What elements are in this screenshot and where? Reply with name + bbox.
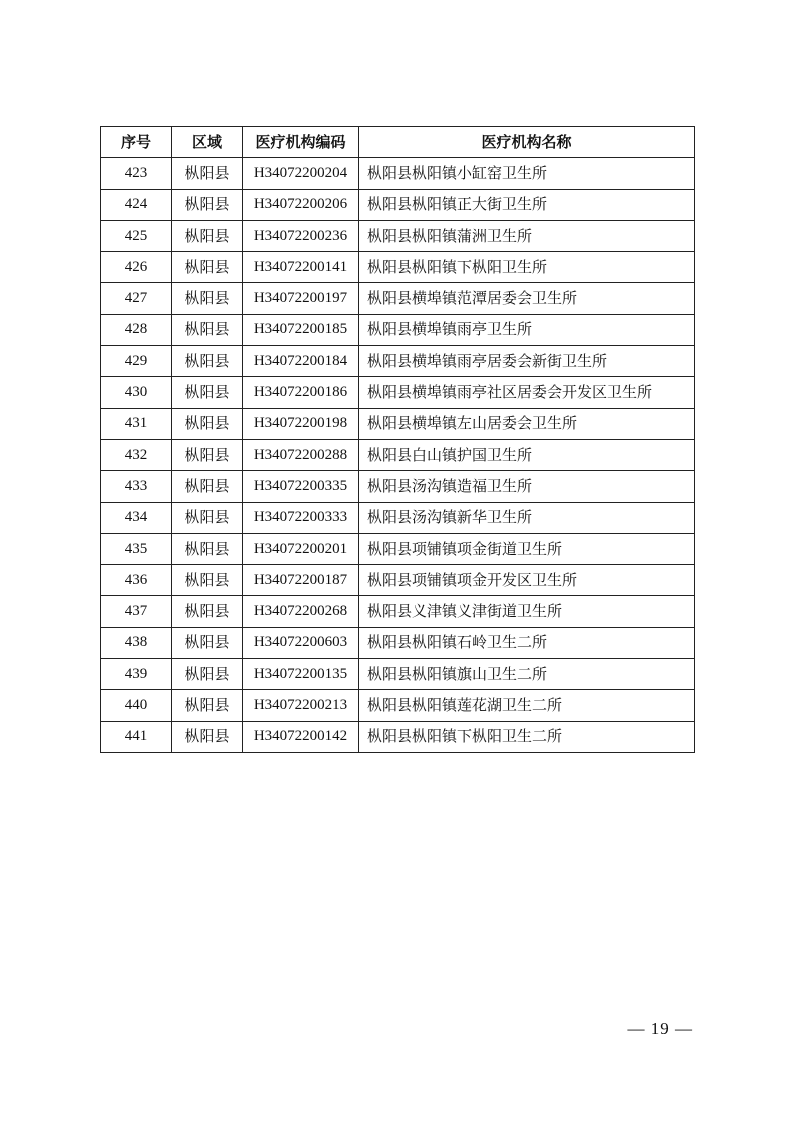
table-body: [101, 158, 695, 753]
cell-code: H34072200142: [243, 721, 359, 752]
cell-region: 枞阳县: [172, 721, 243, 752]
cell-region: 枞阳县: [172, 377, 243, 408]
table-row: [101, 721, 695, 752]
cell-code: H34072200197: [243, 283, 359, 314]
cell-region: 枞阳县: [172, 252, 243, 283]
institution-table: [100, 126, 695, 753]
cell-region: 枞阳县: [172, 189, 243, 220]
cell-seq: 429: [101, 346, 172, 377]
cell-name: 枞阳县横埠镇范潭居委会卫生所: [359, 283, 695, 314]
table-row: [101, 158, 695, 189]
cell-region: 枞阳县: [172, 596, 243, 627]
table-row: [101, 627, 695, 658]
table-row: [101, 189, 695, 220]
cell-seq: 435: [101, 533, 172, 564]
cell-name: 枞阳县横埠镇雨亭卫生所: [359, 314, 695, 345]
header-row: [101, 127, 695, 158]
cell-name: 枞阳县枞阳镇正大街卫生所: [359, 189, 695, 220]
cell-seq: 440: [101, 690, 172, 721]
cell-code: H34072200201: [243, 533, 359, 564]
table-row: [101, 252, 695, 283]
table-row: [101, 596, 695, 627]
header-name: 医疗机构名称: [359, 127, 695, 158]
table-row: [101, 346, 695, 377]
cell-seq: 427: [101, 283, 172, 314]
cell-name: 枞阳县白山镇护国卫生所: [359, 439, 695, 470]
cell-name: 枞阳县枞阳镇下枞阳卫生所: [359, 252, 695, 283]
cell-code: H34072200288: [243, 439, 359, 470]
cell-code: H34072200206: [243, 189, 359, 220]
cell-seq: 426: [101, 252, 172, 283]
cell-name: 枞阳县汤沟镇造福卫生所: [359, 471, 695, 502]
table-row: [101, 659, 695, 690]
cell-name: 枞阳县横埠镇雨亭居委会新街卫生所: [359, 346, 695, 377]
cell-region: 枞阳县: [172, 502, 243, 533]
cell-code: H34072200236: [243, 220, 359, 251]
cell-name: 枞阳县枞阳镇小缸窑卫生所: [359, 158, 695, 189]
cell-region: 枞阳县: [172, 565, 243, 596]
cell-name: 枞阳县枞阳镇石岭卫生二所: [359, 627, 695, 658]
cell-seq: 432: [101, 439, 172, 470]
cell-code: H34072200268: [243, 596, 359, 627]
cell-name: 枞阳县项铺镇项金开发区卫生所: [359, 565, 695, 596]
cell-region: 枞阳县: [172, 471, 243, 502]
cell-code: H34072200204: [243, 158, 359, 189]
cell-seq: 425: [101, 220, 172, 251]
table-row: [101, 408, 695, 439]
cell-seq: 423: [101, 158, 172, 189]
cell-seq: 431: [101, 408, 172, 439]
cell-region: 枞阳县: [172, 533, 243, 564]
table-row: [101, 471, 695, 502]
table-header: [101, 127, 695, 158]
table-row: [101, 502, 695, 533]
cell-region: 枞阳县: [172, 690, 243, 721]
cell-name: 枞阳县义津镇义津街道卫生所: [359, 596, 695, 627]
cell-seq: 436: [101, 565, 172, 596]
cell-code: H34072200184: [243, 346, 359, 377]
cell-region: 枞阳县: [172, 439, 243, 470]
cell-name: 枞阳县枞阳镇旗山卫生二所: [359, 659, 695, 690]
page-number: — 19 —: [627, 1019, 693, 1038]
cell-region: 枞阳县: [172, 220, 243, 251]
cell-code: H34072200333: [243, 502, 359, 533]
cell-code: H34072200198: [243, 408, 359, 439]
header-region: 区域: [172, 127, 243, 158]
cell-name: 枞阳县横埠镇雨亭社区居委会开发区卫生所: [359, 377, 695, 408]
cell-name: 枞阳县项铺镇项金街道卫生所: [359, 533, 695, 564]
table-row: [101, 220, 695, 251]
table-row: [101, 565, 695, 596]
header-seq: 序号: [101, 127, 172, 158]
cell-name: 枞阳县枞阳镇下枞阳卫生二所: [359, 721, 695, 752]
cell-seq: 433: [101, 471, 172, 502]
cell-code: H34072200335: [243, 471, 359, 502]
cell-seq: 434: [101, 502, 172, 533]
cell-name: 枞阳县汤沟镇新华卫生所: [359, 502, 695, 533]
cell-region: 枞阳县: [172, 408, 243, 439]
table-row: [101, 377, 695, 408]
cell-region: 枞阳县: [172, 659, 243, 690]
table-row: [101, 533, 695, 564]
cell-code: H34072200185: [243, 314, 359, 345]
cell-seq: 438: [101, 627, 172, 658]
cell-code: H34072200213: [243, 690, 359, 721]
cell-name: 枞阳县横埠镇左山居委会卫生所: [359, 408, 695, 439]
cell-seq: 424: [101, 189, 172, 220]
cell-name: 枞阳县枞阳镇莲花湖卫生二所: [359, 690, 695, 721]
cell-code: H34072200141: [243, 252, 359, 283]
cell-region: 枞阳县: [172, 158, 243, 189]
cell-code: H34072200603: [243, 627, 359, 658]
cell-code: H34072200135: [243, 659, 359, 690]
cell-seq: 437: [101, 596, 172, 627]
cell-region: 枞阳县: [172, 346, 243, 377]
table-row: [101, 690, 695, 721]
cell-region: 枞阳县: [172, 283, 243, 314]
cell-seq: 430: [101, 377, 172, 408]
cell-name: 枞阳县枞阳镇蒲洲卫生所: [359, 220, 695, 251]
header-code: 医疗机构编码: [243, 127, 359, 158]
cell-code: H34072200187: [243, 565, 359, 596]
table-row: [101, 314, 695, 345]
cell-code: H34072200186: [243, 377, 359, 408]
cell-region: 枞阳县: [172, 314, 243, 345]
table-row: [101, 439, 695, 470]
cell-seq: 428: [101, 314, 172, 345]
cell-seq: 441: [101, 721, 172, 752]
cell-region: 枞阳县: [172, 627, 243, 658]
table-row: [101, 283, 695, 314]
cell-seq: 439: [101, 659, 172, 690]
